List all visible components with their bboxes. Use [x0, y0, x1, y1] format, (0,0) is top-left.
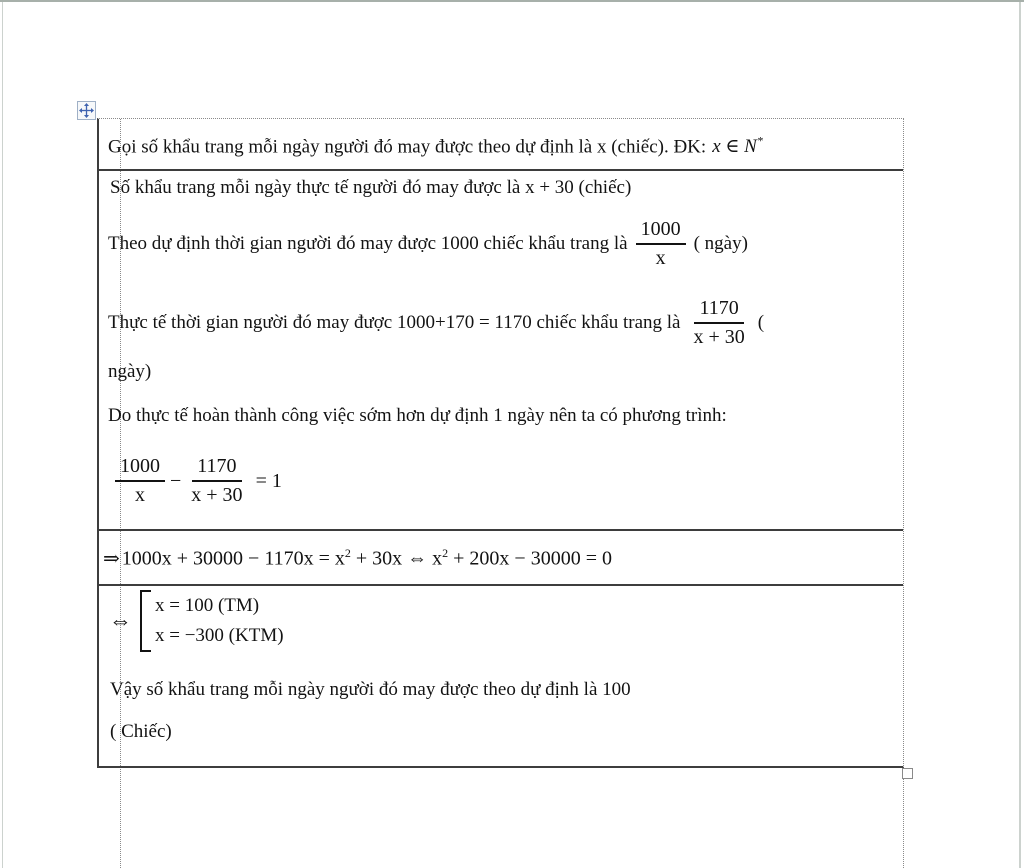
paragraph-reasoning[interactable] — [108, 403, 727, 429]
equation-rhs: = 1 — [255, 470, 282, 492]
exponent: 2 — [442, 546, 449, 560]
fraction-denominator: x — [655, 247, 666, 269]
minus-sign: − — [170, 470, 182, 492]
solution-system[interactable] — [109, 589, 284, 653]
reasoning-text: Do thực tế hoàn thành công việc sớm hơn dự định 1 ngày nên ta có phương trình: — [108, 405, 727, 426]
equation-segment: + 200x − 30000 = 0 — [448, 547, 612, 570]
exponent: 2 — [344, 546, 351, 560]
fraction-1000-over-x — [636, 217, 686, 271]
actual-time-open-paren: ( — [757, 312, 765, 333]
equivalence-arrow: ⇔ — [109, 608, 132, 633]
fraction-denominator: x + 30 — [191, 484, 243, 506]
fraction-numerator: 1000 — [115, 454, 165, 482]
equation-main[interactable] — [110, 451, 282, 511]
conclusion-unit-text: ( Chiếc) — [110, 721, 172, 742]
fraction-1170-over-x-plus-30 — [688, 296, 749, 350]
case-rejected: x = −300 (KTM) — [155, 625, 284, 646]
equation-segment: + 30x ⇔ x — [350, 547, 443, 570]
four-way-arrow-icon — [79, 103, 94, 118]
actual-time-text: Thực tế thời gian người đó may được 1000+170 = 1170 chiếc khẩu trang là — [108, 312, 681, 333]
column-gridline-right — [903, 768, 904, 868]
row-separator-1 — [99, 169, 903, 171]
page-top-edge — [0, 0, 1024, 2]
fraction-1000-over-x — [115, 454, 165, 508]
paragraph-actual-time-wrap[interactable] — [108, 359, 151, 385]
fraction-numerator: 1170 — [694, 296, 743, 324]
conclusion-text: Vậy số khẩu trang mỗi ngày người đó may được theo dự định là 100 — [110, 679, 631, 700]
solution-table[interactable] — [97, 118, 904, 768]
table-resize-handle[interactable] — [902, 768, 913, 779]
planned-time-unit: ( ngày) — [693, 233, 748, 254]
equation-segment: 1000x + 30000 − 1170x = x — [121, 547, 345, 570]
fraction-numerator: 1170 — [192, 454, 241, 482]
equation-expanded[interactable] — [103, 540, 612, 572]
condition-math: x ∈ N* — [712, 134, 763, 158]
paragraph-conclusion-unit[interactable] — [110, 719, 172, 745]
system-cases — [155, 590, 284, 652]
row-separator-2 — [99, 529, 903, 531]
implies-arrow: ⇒ — [103, 547, 120, 570]
page-left-edge — [2, 2, 3, 868]
row-separator-3 — [99, 584, 903, 586]
table-move-handle[interactable] — [77, 101, 96, 120]
system-bracket — [140, 590, 151, 652]
fraction-denominator: x + 30 — [693, 326, 745, 348]
paragraph-planned-time[interactable] — [108, 216, 748, 272]
paragraph-conclusion[interactable] — [110, 677, 631, 703]
paragraph-actual-amount[interactable] — [110, 175, 631, 201]
definition-text: Gọi số khẩu trang mỗi ngày người đó may được theo dự định là x (chiếc). ĐK: — [108, 136, 707, 158]
planned-time-text: Theo dự định thời gian người đó may được 1000 chiếc khẩu trang là — [108, 233, 628, 254]
fraction-1170-over-x-plus-30 — [186, 454, 247, 508]
actual-time-unit-wrap: ngày) — [108, 361, 152, 382]
paragraph-actual-time[interactable] — [108, 295, 764, 351]
actual-amount-text: Số khẩu trang mỗi ngày thực tế người đó may được là x + 30 (chiếc) — [110, 177, 632, 198]
fraction-numerator: 1000 — [636, 217, 686, 245]
paragraph-definition[interactable] — [108, 128, 763, 160]
page-right-edge — [1019, 2, 1021, 868]
case-accepted: x = 100 (TM) — [155, 595, 260, 616]
fraction-denominator: x — [135, 484, 145, 506]
